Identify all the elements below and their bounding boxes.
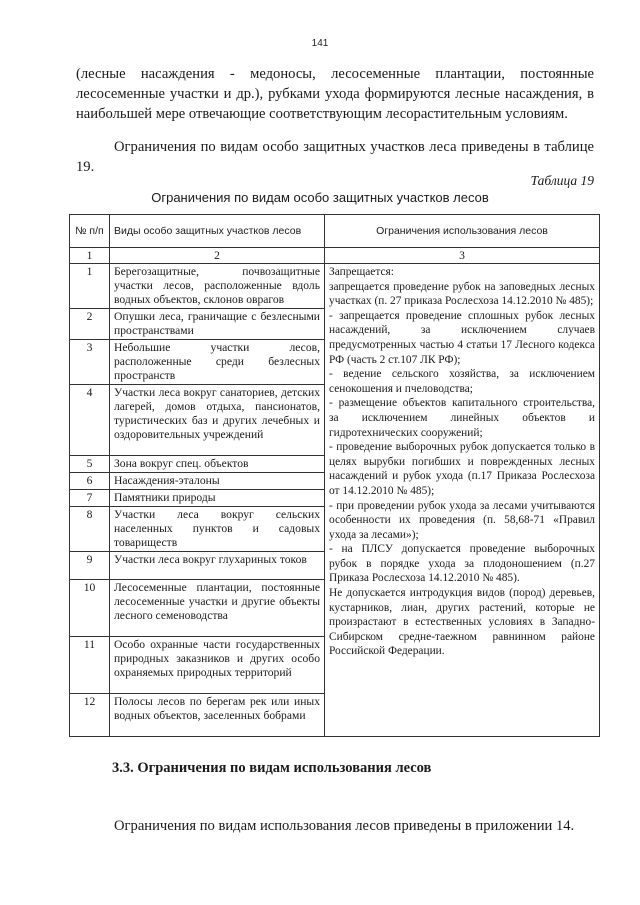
row-number: 10 bbox=[70, 580, 110, 637]
restrictions-cell bbox=[325, 264, 600, 737]
table-reference: Таблица 19 bbox=[530, 173, 594, 188]
table-title: Ограничения по видам особо защитных участков лесов bbox=[151, 190, 489, 205]
restriction-item: Запрещается: bbox=[329, 266, 394, 278]
restriction-item: Не допускается интродукция видов (пород) деревьев, кустарников, лиан, других растений, которые не произрастают в естественных условиях в Западно-Сибирском средне-таежном равнинном районе Российской Федерации. bbox=[329, 587, 595, 658]
table-header-row bbox=[70, 215, 600, 248]
intro-paragraph-2-text: Ограничения по видам особо защитных участков леса приведены в таблице 19. bbox=[76, 139, 594, 175]
closing-paragraph-text: Ограничения по видам использования лесов приведены в приложении 14. bbox=[114, 818, 575, 834]
column-number: 1 bbox=[70, 248, 110, 264]
zone-type: Особо охранные части государственных природных заказников и других особо охраняемых природных территорий bbox=[110, 637, 325, 694]
page-number: 141 bbox=[311, 38, 329, 49]
row-number: 8 bbox=[70, 507, 110, 552]
zone-type: Участки леса вокруг санаториев, детских лагерей, домов отдыха, пансионатов, туристических баз и других лечебных и оздоровительных учреждений bbox=[110, 385, 325, 456]
column-number: 3 bbox=[325, 248, 600, 264]
row-number: 7 bbox=[70, 490, 110, 507]
zone-type: Участки леса вокруг сельских населенных пунктов и садовых товариществ bbox=[110, 507, 325, 552]
column-number: 2 bbox=[110, 248, 325, 264]
row-number: 9 bbox=[70, 552, 110, 580]
zone-type: Зона вокруг спец. объектов bbox=[110, 456, 325, 473]
row-number: 12 bbox=[70, 694, 110, 737]
restriction-item: - ведение сельского хозяйства, за исключением сенокошения и пчеловодства; bbox=[329, 368, 595, 395]
zone-type: Лесосеменные плантации, постоянные лесосеменные участки и другие объекты лесного семеноводства bbox=[110, 580, 325, 637]
intro-paragraph: (лесные насаждения - медоносы, лесосеменные плантации, постоянные лесосеменные участки и др.), рубками ухода формируются лесные насаждения, в наибольшей мере отвечающие соответствующим лесорастительным условиям. bbox=[76, 66, 594, 122]
header-num: № п/п bbox=[70, 215, 110, 248]
row-number: 4 bbox=[70, 385, 110, 456]
row-number: 3 bbox=[70, 340, 110, 385]
row-number: 1 bbox=[70, 264, 110, 309]
restriction-item: - запрещается проведение сплошных рубок лесных насаждений, за исключением случаев предусмотренных частью 4 статьи 17 Лесного кодекса РФ (часть 2 ст.107 ЛК РФ); bbox=[329, 309, 595, 366]
zone-type: Насаждения-эталоны bbox=[110, 473, 325, 490]
section-heading: 3.3. Ограничения по видам использования лесов bbox=[112, 760, 432, 776]
intro-paragraph-2 bbox=[76, 137, 594, 177]
row-number: 2 bbox=[70, 309, 110, 340]
zone-type: Полосы лесов по берегам рек или иных водных объектов, заселенных бобрами bbox=[110, 694, 325, 737]
zone-type: Опушки леса, граничащие с безлесными пространствами bbox=[110, 309, 325, 340]
row-number: 6 bbox=[70, 473, 110, 490]
column-number-row bbox=[70, 248, 600, 264]
table-row bbox=[70, 264, 600, 309]
restriction-item: - при проведении рубок ухода за лесами учитываются особенности их проведения (п. 58,68-71 «Правил ухода за лесами»); bbox=[329, 499, 595, 541]
zone-type: Памятники природы bbox=[110, 490, 325, 507]
zone-type: Берегозащитные, почвозащитные участки лесов, расположенные вдоль водных объектов, склонов оврагов bbox=[110, 264, 325, 309]
row-number: 11 bbox=[70, 637, 110, 694]
header-zone: Виды особо защитных участков лесов bbox=[110, 215, 325, 248]
restriction-item: запрещается проведение рубок на заповедных лесных участках (п. 27 приказа Рослесхоза 14.12.2010 № 485); bbox=[329, 280, 595, 308]
closing-paragraph bbox=[76, 816, 594, 836]
restriction-item: - на ПЛСУ допускается проведение выборочных рубок в порядке ухода за плодоношением (п.27 Приказа Рослесхоза 14.12.2010 № 485). bbox=[329, 543, 595, 585]
restriction-item: - размещение объектов капитального строительства, за исключением линейных объектов и гидротехнических сооружений; bbox=[329, 397, 595, 439]
header-restriction: Ограничения использования лесов bbox=[325, 215, 600, 248]
zone-type: Небольшие участки лесов, расположенные среди безлесных пространств bbox=[110, 340, 325, 385]
restriction-item: - проведение выборочных рубок допускается только в целях вырубки погибших и поврежденных лесных насаждений и рубок ухода (п.17 Приказа Рослесхоза от 14.12.2010 № 485); bbox=[329, 441, 595, 497]
zone-type: Участки леса вокруг глухариных токов bbox=[110, 552, 325, 580]
row-number: 5 bbox=[70, 456, 110, 473]
restrictions-table bbox=[69, 214, 600, 737]
